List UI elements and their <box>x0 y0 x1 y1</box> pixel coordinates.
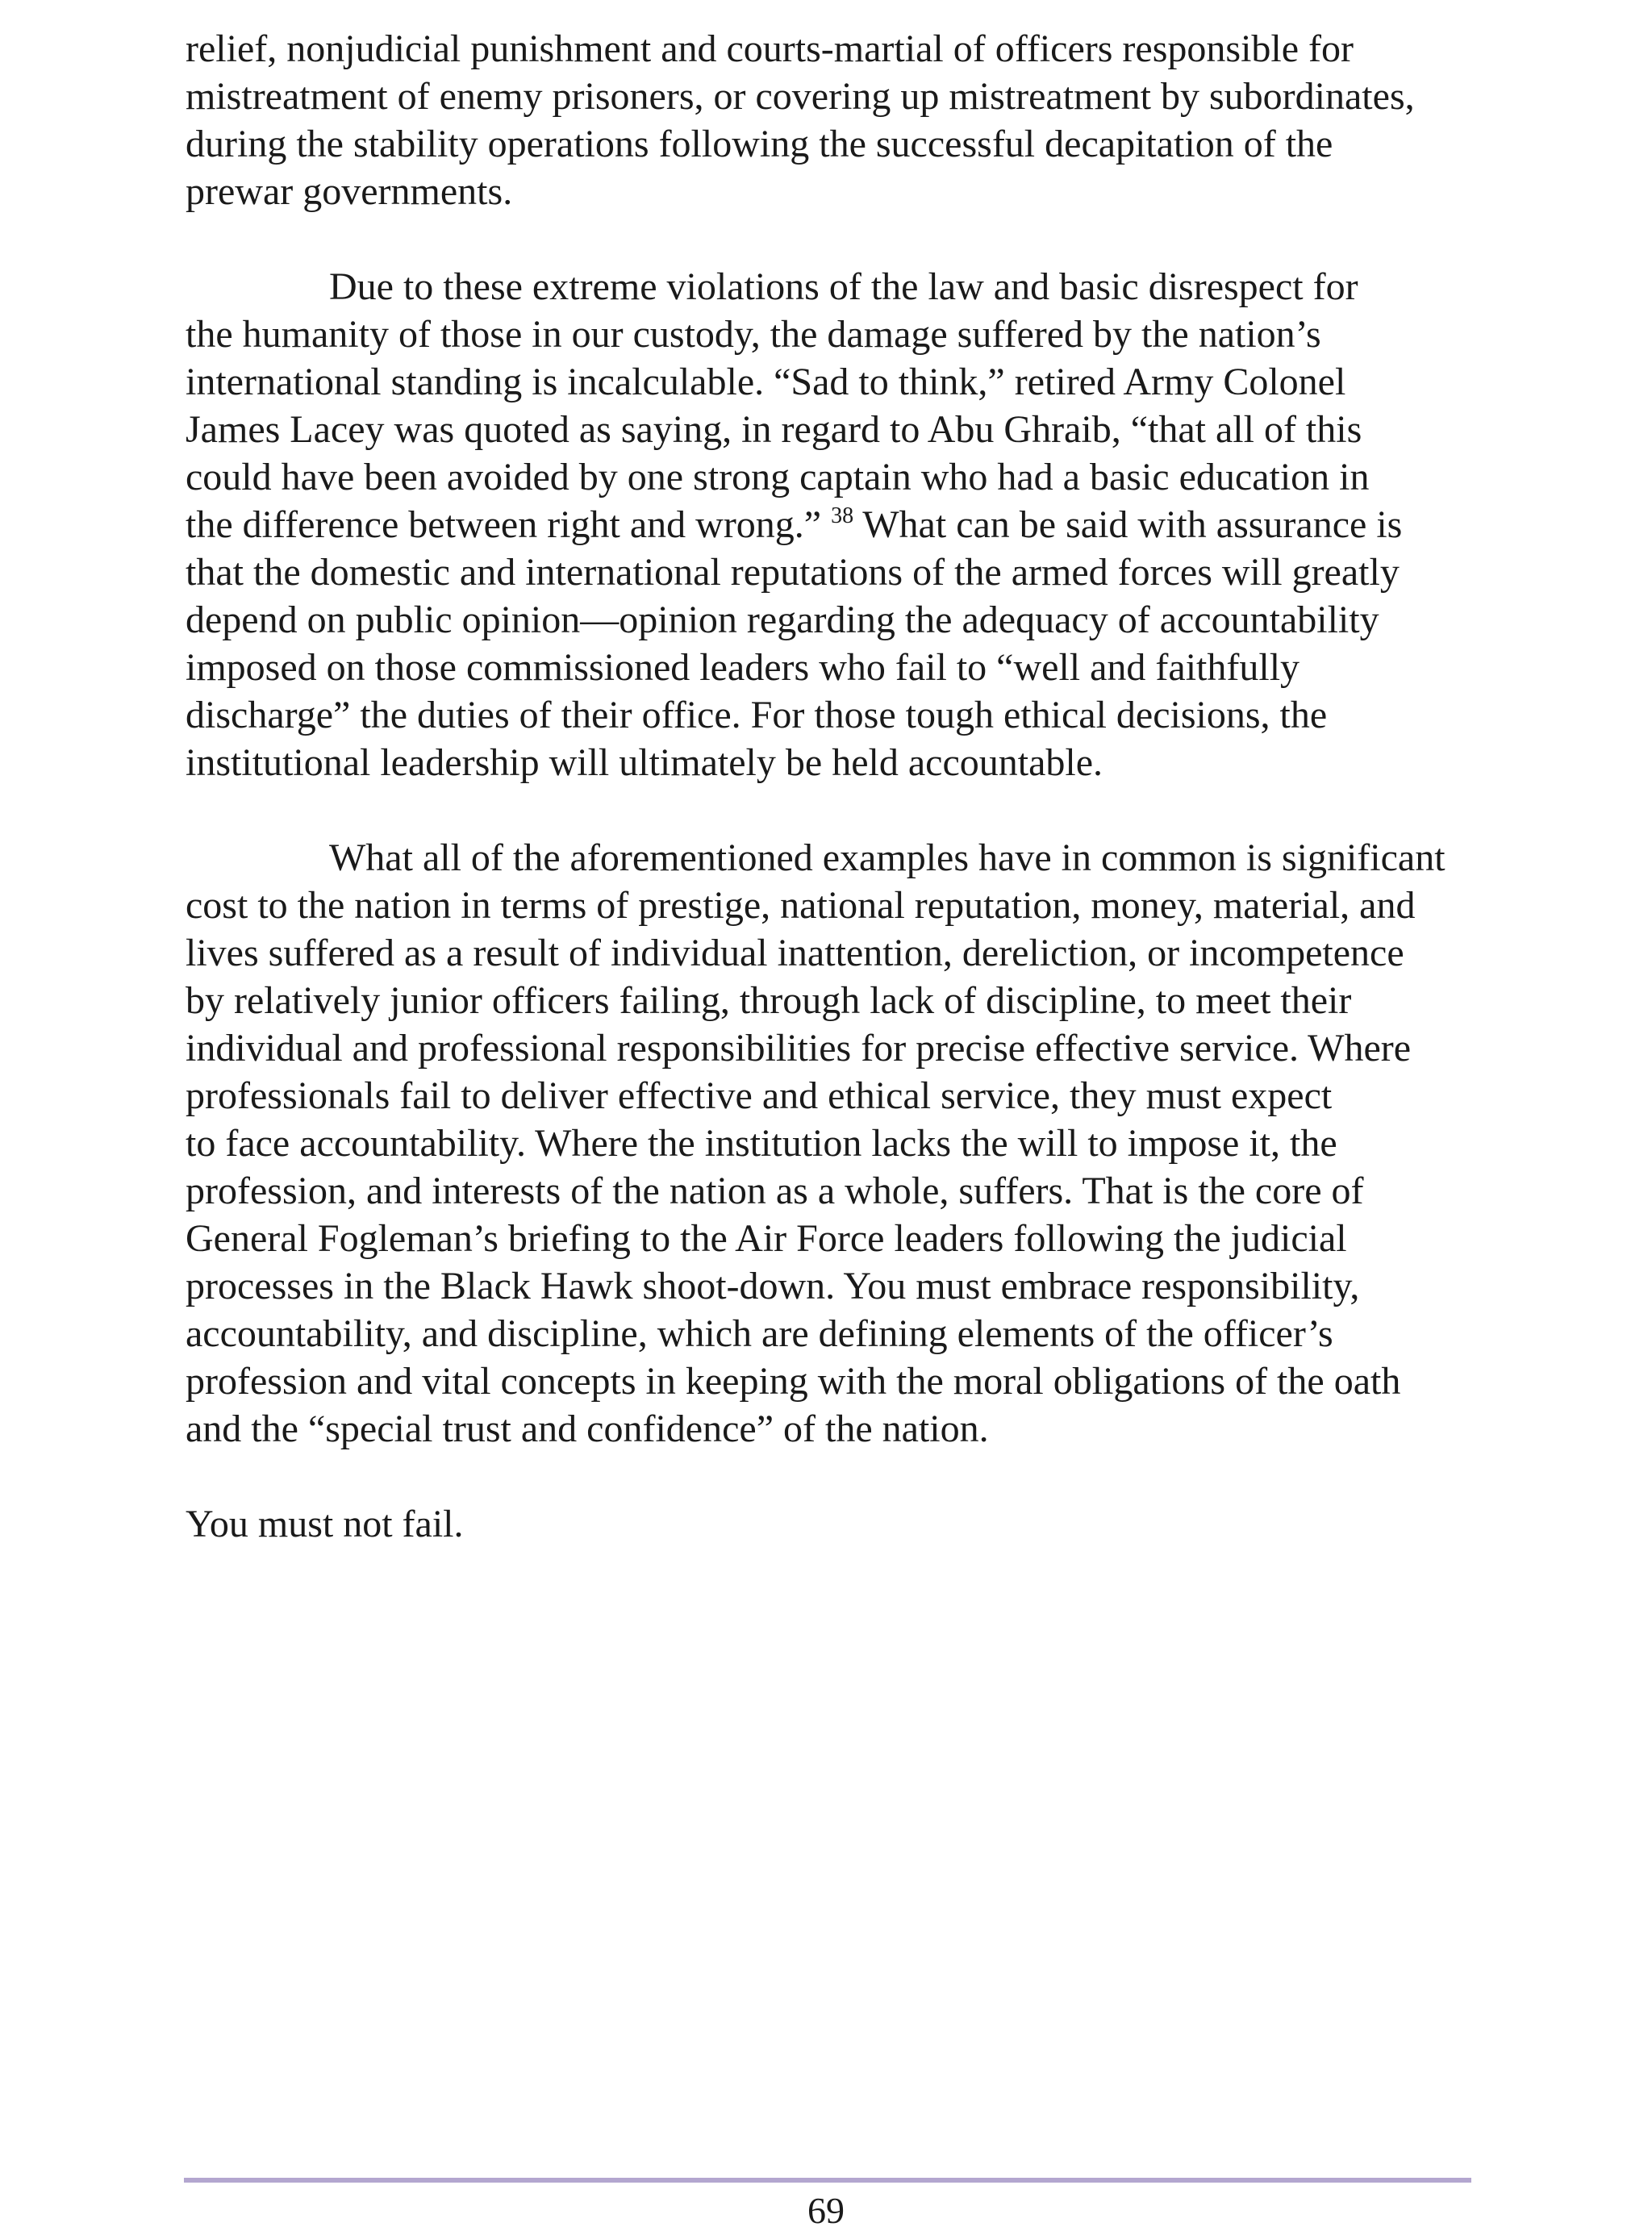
page-number: 69 <box>807 2190 845 2231</box>
paragraph-line: to face accountability. Where the institution lacks the will to impose it, the <box>186 1122 1337 1165</box>
paragraph-line: institutional leadership will ultimately be held accountable. <box>186 741 1103 784</box>
line-text: What can be said with assurance is <box>862 503 1403 546</box>
paragraph-line: General Fogleman’s briefing to the Air Force leaders following the judicial <box>186 1217 1347 1260</box>
paragraph-line: prewar governments. <box>186 170 513 213</box>
paragraph-line: depend on public opinion—opinion regarding the adequacy of accountability <box>186 598 1379 641</box>
paragraph-line: processes in the Black Hawk shoot-down. You must embrace responsibility, <box>186 1265 1360 1307</box>
paragraph-line: Due to these extreme violations of the law and basic disrespect for <box>329 265 1358 308</box>
paragraph-line: relief, nonjudicial punishment and courts-martial of officers responsible for <box>186 27 1354 70</box>
closing-sentence: You must not fail. <box>186 1503 464 1545</box>
paragraph-line: during the stability operations following the successful decapitation of the <box>186 123 1333 165</box>
paragraph-line: individual and professional responsibilities for precise effective service. Where <box>186 1027 1412 1070</box>
paragraph-line: and the “special trust and confidence” of the nation. <box>186 1407 989 1450</box>
paragraph-line: accountability, and discipline, which are defining elements of the officer’s <box>186 1312 1333 1355</box>
paragraph-line: lives suffered as a result of individual inattention, dereliction, or incompetence <box>186 932 1404 974</box>
paragraph-line: cost to the nation in terms of prestige, national reputation, money, material, and <box>186 884 1416 927</box>
paragraph-line: that the domestic and international reputations of the armed forces will greatly <box>186 551 1400 594</box>
paragraph-line-with-footnote <box>186 501 1402 548</box>
paragraph-line: by relatively junior officers failing, through lack of discipline, to meet their <box>186 979 1352 1022</box>
paragraph-line: profession and vital concepts in keeping with the moral obligations of the oath <box>186 1360 1401 1403</box>
paragraph-line: international standing is incalculable. “Sad to think,” retired Army Colonel <box>186 361 1346 403</box>
paragraph-line: mistreatment of enemy prisoners, or covering up mistreatment by subordinates, <box>186 75 1415 118</box>
paragraph-line: profession, and interests of the nation as a whole, suffers. That is the core of <box>186 1170 1364 1212</box>
paragraph-line: discharge” the duties of their office. For those tough ethical decisions, the <box>186 694 1328 736</box>
line-text: the difference between right and wrong.” <box>186 503 822 546</box>
paragraph-line: could have been avoided by one strong captain who had a basic education in <box>186 456 1370 498</box>
paragraph-line: the humanity of those in our custody, the damage suffered by the nation’s <box>186 313 1321 356</box>
footnote-reference: 38 <box>831 503 854 528</box>
paragraph-line: professionals fail to deliver effective and ethical service, they must expect <box>186 1074 1333 1117</box>
paragraph-line: imposed on those commissioned leaders who fail to “well and faithfully <box>186 646 1300 689</box>
paragraph-line: What all of the aforementioned examples have in common is significant <box>329 836 1446 879</box>
footer-divider <box>184 2178 1471 2183</box>
paragraph-line: James Lacey was quoted as saying, in regard to Abu Ghraib, “that all of this <box>186 408 1362 451</box>
